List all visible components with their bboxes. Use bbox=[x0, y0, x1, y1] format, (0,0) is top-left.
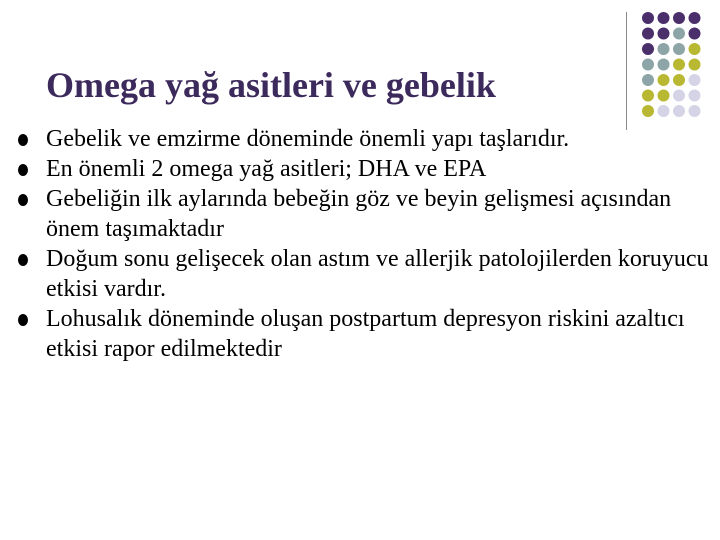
decor-dot bbox=[689, 90, 701, 102]
decor-dot bbox=[658, 74, 670, 86]
decor-dot bbox=[642, 90, 654, 102]
decor-dot bbox=[658, 12, 670, 24]
decor-dot bbox=[673, 90, 685, 102]
decor-dot bbox=[689, 74, 701, 86]
decor-dot bbox=[642, 74, 654, 86]
decor-dot bbox=[642, 59, 654, 71]
decor-dot bbox=[673, 59, 685, 71]
bullet-text: Lohusalık döneminde oluşan postpartum depresyon riskini azaltıcı etkisi rapor edilmektedir bbox=[46, 306, 685, 362]
decor-dot bbox=[658, 59, 670, 71]
bullet-item bbox=[18, 124, 718, 154]
decor-dot bbox=[642, 105, 654, 117]
decor-dot bbox=[689, 28, 701, 40]
decor-dot bbox=[673, 105, 685, 117]
bullet-icon bbox=[18, 254, 28, 266]
decor-dot bbox=[658, 105, 670, 117]
bullet-icon bbox=[18, 164, 28, 176]
divider-line bbox=[626, 12, 627, 130]
decor-dot bbox=[658, 90, 670, 102]
bullet-text: Gebelik ve emzirme döneminde önemli yapı taşlarıdır. bbox=[46, 126, 570, 152]
decor-dot bbox=[689, 12, 701, 24]
decor-dot bbox=[673, 12, 685, 24]
decor-dot bbox=[673, 43, 685, 55]
bullet-item bbox=[18, 304, 718, 364]
bullet-item bbox=[18, 154, 718, 184]
decor-dot bbox=[642, 43, 654, 55]
decor-dot bbox=[689, 43, 701, 55]
decor-dot bbox=[642, 12, 654, 24]
bullet-text: Doğum sonu gelişecek olan astım ve allerjik patolojilerden koruyucu etkisi vardır. bbox=[46, 246, 709, 302]
decor-dot bbox=[689, 105, 701, 117]
bullet-item bbox=[18, 244, 718, 304]
bullet-list bbox=[18, 124, 718, 364]
decor-dot bbox=[642, 28, 654, 40]
slide-title: Omega yağ asitleri ve gebelik bbox=[46, 65, 496, 105]
bullet-icon bbox=[18, 194, 28, 206]
decor-dot bbox=[673, 28, 685, 40]
bullet-icon bbox=[18, 134, 28, 146]
decor-dot bbox=[689, 59, 701, 71]
decor-dot bbox=[658, 43, 670, 55]
bullet-icon bbox=[18, 314, 28, 326]
bullet-item bbox=[18, 184, 718, 244]
decor-dot bbox=[658, 28, 670, 40]
bullet-text: Gebeliğin ilk aylarında bebeğin göz ve beyin gelişmesi açısından önem taşımaktadır bbox=[46, 186, 672, 242]
decor-dot bbox=[673, 74, 685, 86]
bullet-text: En önemli 2 omega yağ asitleri; DHA ve EPA bbox=[46, 156, 487, 182]
